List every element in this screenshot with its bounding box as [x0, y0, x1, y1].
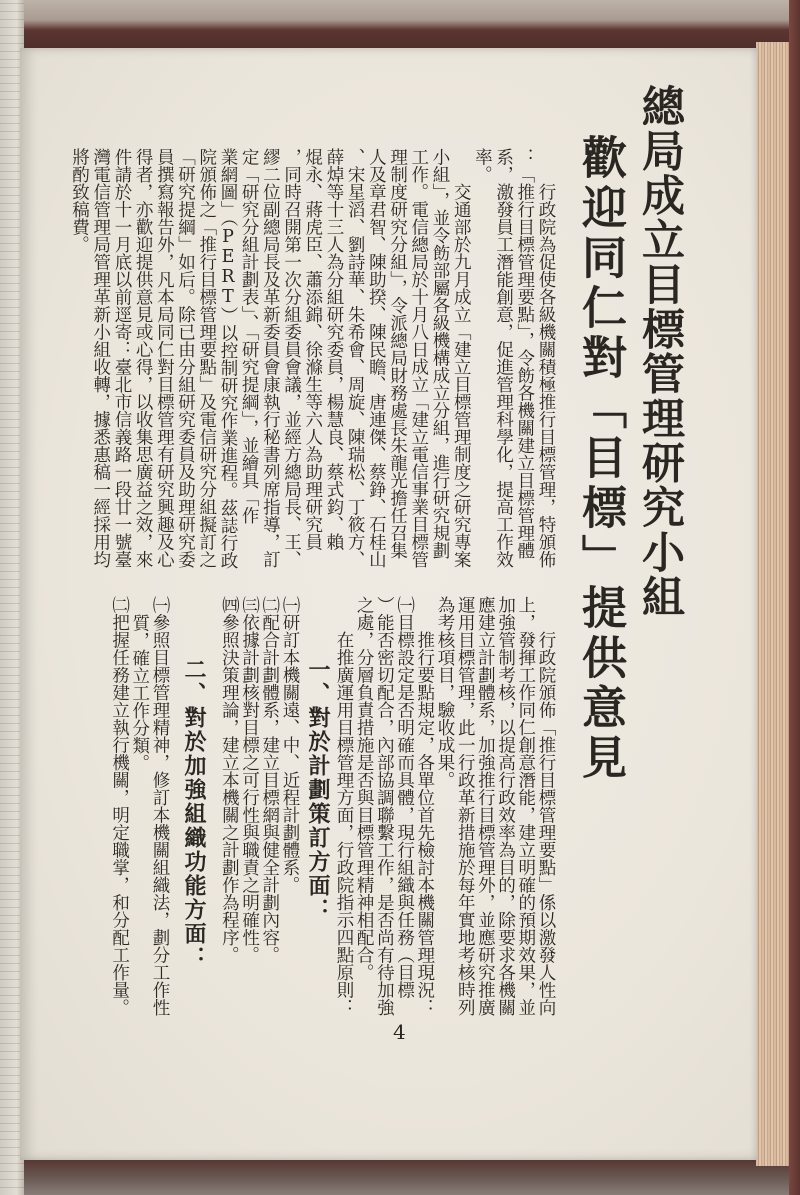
text-column: ㈠目標設定是否明確而具體，現行組織與任務（目標 — [394, 596, 415, 999]
text-column: 上，發揮工作同仁創意潛能，建立明確的預期效果，並 — [515, 596, 536, 1016]
lower-body-text — [333, 596, 556, 1026]
upper-body-text — [68, 148, 556, 580]
section-1-heading: 一、對於計劃策訂方面： — [305, 658, 331, 922]
text-column: 加強管制考核，以提高行政效率為目的，除要求各機關 — [495, 596, 516, 1016]
text-column: 為考核項目，驗收成果。 — [434, 596, 455, 789]
text-column: 工作。電信總局於十月八日成立「建立電信事業目標管 — [408, 148, 429, 568]
text-column: ：「推行目標管理要點」，令飭各機關建立目標管理體 — [514, 148, 535, 560]
section-1-items — [219, 596, 300, 1026]
text-column: 之處，分層負責措施是否與目標管理精神相配合。 — [354, 596, 375, 981]
article-title: 總局成立目標管理研究小組 — [635, 84, 685, 620]
list-item: ㈡配合計劃體系，建立目標網與健全計劃內容。 — [259, 596, 280, 964]
text-column: 系，激發員工潛能創意，促進管理科學化，提高工作效 — [493, 148, 514, 568]
list-item: ㈡把握任務建立執行機關，明定職掌，和分配工作量。 — [109, 596, 130, 1016]
text-column: 焜永、蔣虎臣、蕭添錦、徐滌生等六人為助理研究員 — [302, 148, 323, 551]
text-column: 運用目標管理，此一行政革新措施於每年實地考核時列 — [455, 596, 476, 1016]
list-item: ㈠參照目標管理精神，修訂本機關組織法，劃分工作性 — [150, 596, 170, 1016]
text-column: 件請於十一月底以前逕寄：臺北市信義路一段廿一號臺 — [111, 148, 132, 568]
text-column: 定「研究分組計劃表」、「研究提綱」，並繪具「作 — [239, 148, 260, 525]
text-column: 「研究提綱」如后。除已由分組研究委員及助理研究委 — [175, 148, 196, 568]
list-item: ㈣參照決策理論，建立本機關之計劃作為程序。 — [219, 596, 240, 964]
text-column: 員撰寫報告外，凡本局同仁對目標管理有研究興趣及心 — [154, 148, 175, 568]
page-stack-edges — [756, 42, 790, 1166]
text-column: 、宋星滔、劉詩華、朱希會、周旋、陳瑞松、丁筱方、 — [345, 148, 366, 568]
text-column: 將酌致稿費。 — [69, 148, 90, 253]
book-cover-bottom-edge — [0, 1156, 800, 1195]
text-column: 行政院頒佈「推行目標管理要點」係以激發人性向 — [536, 631, 556, 1016]
list-item-continuation: 質，確立工作分類。 — [129, 613, 150, 771]
book-cover-right-edge — [789, 0, 800, 1195]
text-column: 交通部於九月成立「建立目標管理制度之研究專案 — [451, 183, 472, 568]
section-2-items — [109, 596, 170, 1026]
text-column: 理制度研究分組」，令派總局財務處長朱龍光擔任召集 — [387, 148, 408, 560]
text-column: 灣電信管理局管理革新小組收轉，據悉惠稿一經採用均 — [90, 148, 111, 568]
text-column: 行政院為促使各級機關積極推行目標管理，特頒佈 — [536, 183, 556, 568]
text-column: 業網圖」（PERT）以控制研究作業進程。茲誌行政 — [217, 148, 238, 570]
text-column: 得者，亦歡迎提供意見或心得，以收集思廣益之效，來 — [133, 148, 154, 568]
text-column: 薛焯等十三人為分組研究委員，楊慧良、蔡式鈞、賴 — [323, 148, 344, 551]
text-column: 院頒佈之「推行目標管理要點」及電信研究分組擬訂之 — [196, 148, 217, 568]
text-column: 人及章君智、陳助揆、陳民瞻、唐連傑、蔡錚、石桂山 — [366, 148, 387, 568]
list-item: ㈠研訂本機關遠、中、近程計劃體系。 — [280, 596, 300, 894]
text-column: 推行要點規定，各單位首先檢討本機關管理現況： — [414, 631, 435, 1016]
text-column: 小組」，並令飭部屬各級機構成立分組，進行研究規劃 — [429, 148, 450, 560]
text-column: ，同時召開第一次分組委員會議，並經方總局長、王、 — [281, 148, 302, 568]
text-column: 繆二位副總局長及革新委員會康執行秘書列席指導，訂 — [260, 148, 281, 568]
text-column: 應建立計劃體系，加強推行目標管理外，並應研究推廣 — [475, 596, 496, 1016]
section-2-heading: 二、對於加強組織功能方面： — [181, 658, 207, 970]
text-column: ）能否密切配合，內部協調聯繫工作，是否尚有待加強 — [374, 596, 395, 1016]
article-subtitle: 歡迎同仁對「目標」提供意見 — [574, 134, 627, 784]
list-item: ㈢依據計劃核對目標之可行性與職責之明確性。 — [239, 596, 260, 964]
text-column: 率。 — [472, 148, 493, 183]
text-column: 在推廣運用目標管理方面，行政院指示四點原則： — [333, 631, 354, 1016]
page-number: 4 — [393, 1020, 406, 1044]
